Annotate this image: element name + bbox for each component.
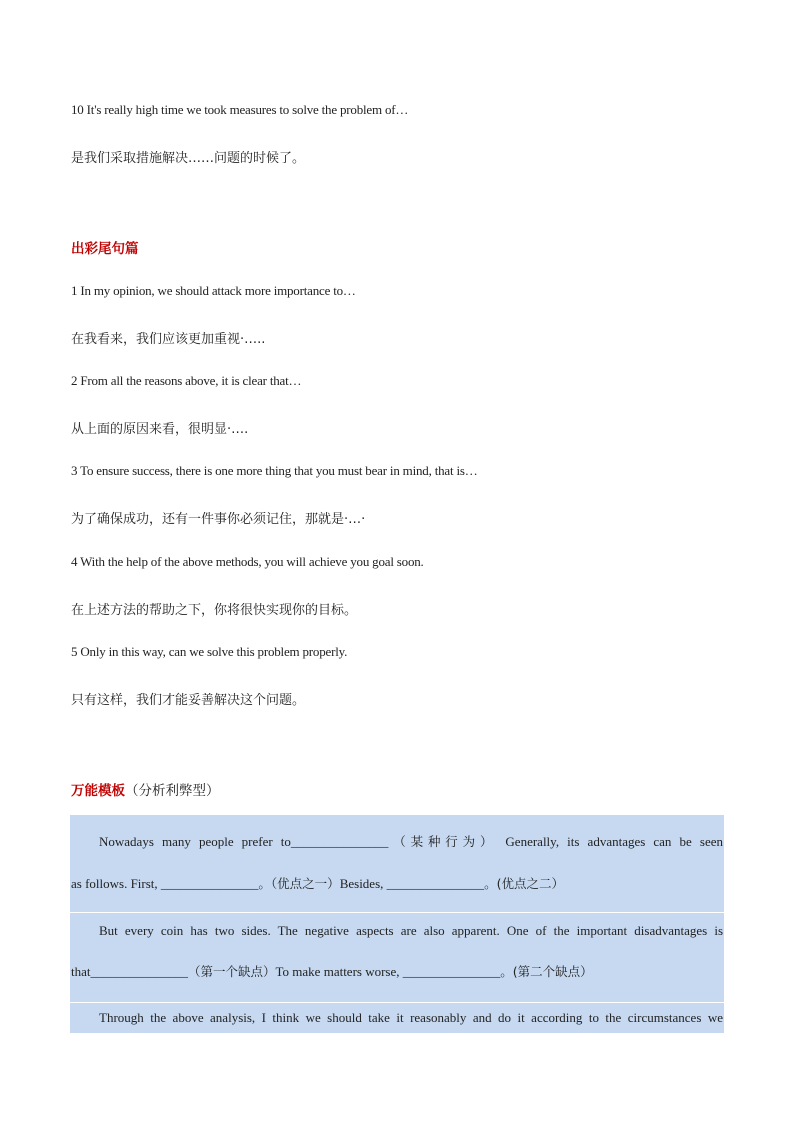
- p1-line1-text-b: Generally, its advantages can be seen: [505, 834, 723, 849]
- ending-item-3-chinese: 为了确保成功，还有一件事你必须记住，那就是·…·: [71, 512, 366, 527]
- p1-line1-text-a: Nowadays many people prefer to_______________: [99, 834, 389, 849]
- template-subtitle: （分析利弊型）: [125, 783, 220, 799]
- p1-line2-chinese-2: 。(优点之二）: [484, 876, 565, 891]
- item10-english: 10 It's really high time we took measures to solve the problem of…: [71, 102, 409, 117]
- p1-line2-text-b: Besides, _______________: [339, 876, 485, 891]
- template-paragraph-1-line-1: [71, 832, 723, 850]
- ending-item-3-english: 3 To ensure success, there is one more thing that you must bear in mind, that is…: [71, 463, 478, 478]
- p2-line2-chinese-1: （第一个缺点）: [188, 964, 276, 979]
- p2-line2-chinese-2: 。(第二个缺点）: [500, 964, 593, 979]
- item10-chinese: 是我们采取措施解决……问题的时候了。: [71, 151, 306, 166]
- ending-item-5-chinese: 只有这样，我们才能妥善解决这个问题。: [71, 693, 306, 708]
- template-paragraph-2-line-1: But every coin has two sides. The negative aspects are also apparent. One of the important disadvantages is: [99, 923, 723, 938]
- p1-line2-text-a: as follows. First, _______________: [71, 876, 259, 891]
- template-title: 万能模板: [71, 783, 125, 799]
- p1-line2-chinese-1: 。（优点之一）: [258, 876, 340, 891]
- template-paragraph-2-line-2: [71, 962, 723, 980]
- ending-item-4-chinese: 在上述方法的帮助之下，你将很快实现你的目标。: [71, 603, 358, 618]
- template-separator-1: [70, 912, 724, 913]
- template-paragraph-1-line-2: [71, 874, 723, 892]
- section-title-universal-template: [71, 779, 220, 799]
- p2-line2-text-a: that_______________: [71, 964, 188, 979]
- section-title-ending-sentences: 出彩尾句篇: [71, 241, 139, 257]
- template-paragraph-3-line-1: Through the above analysis, I think we should take it reasonably and do it according to the circumstances we: [99, 1010, 723, 1025]
- p1-line1-chinese: （某种行为）: [388, 834, 498, 849]
- ending-item-2-chinese: 从上面的原因来看，很明显·….: [71, 422, 249, 437]
- ending-item-1-english: 1 In my opinion, we should attack more importance to…: [71, 283, 356, 298]
- ending-item-2-english: 2 From all the reasons above, it is clear that…: [71, 373, 302, 388]
- ending-item-5-english: 5 Only in this way, can we solve this problem properly.: [71, 644, 348, 659]
- p2-line2-text-b: To make matters worse, _______________: [275, 964, 501, 979]
- ending-item-4-english: 4 With the help of the above methods, you will achieve you goal soon.: [71, 554, 424, 569]
- ending-item-1-chinese: 在我看来，我们应该更加重视·…..: [71, 332, 266, 347]
- template-separator-2: [70, 1002, 724, 1003]
